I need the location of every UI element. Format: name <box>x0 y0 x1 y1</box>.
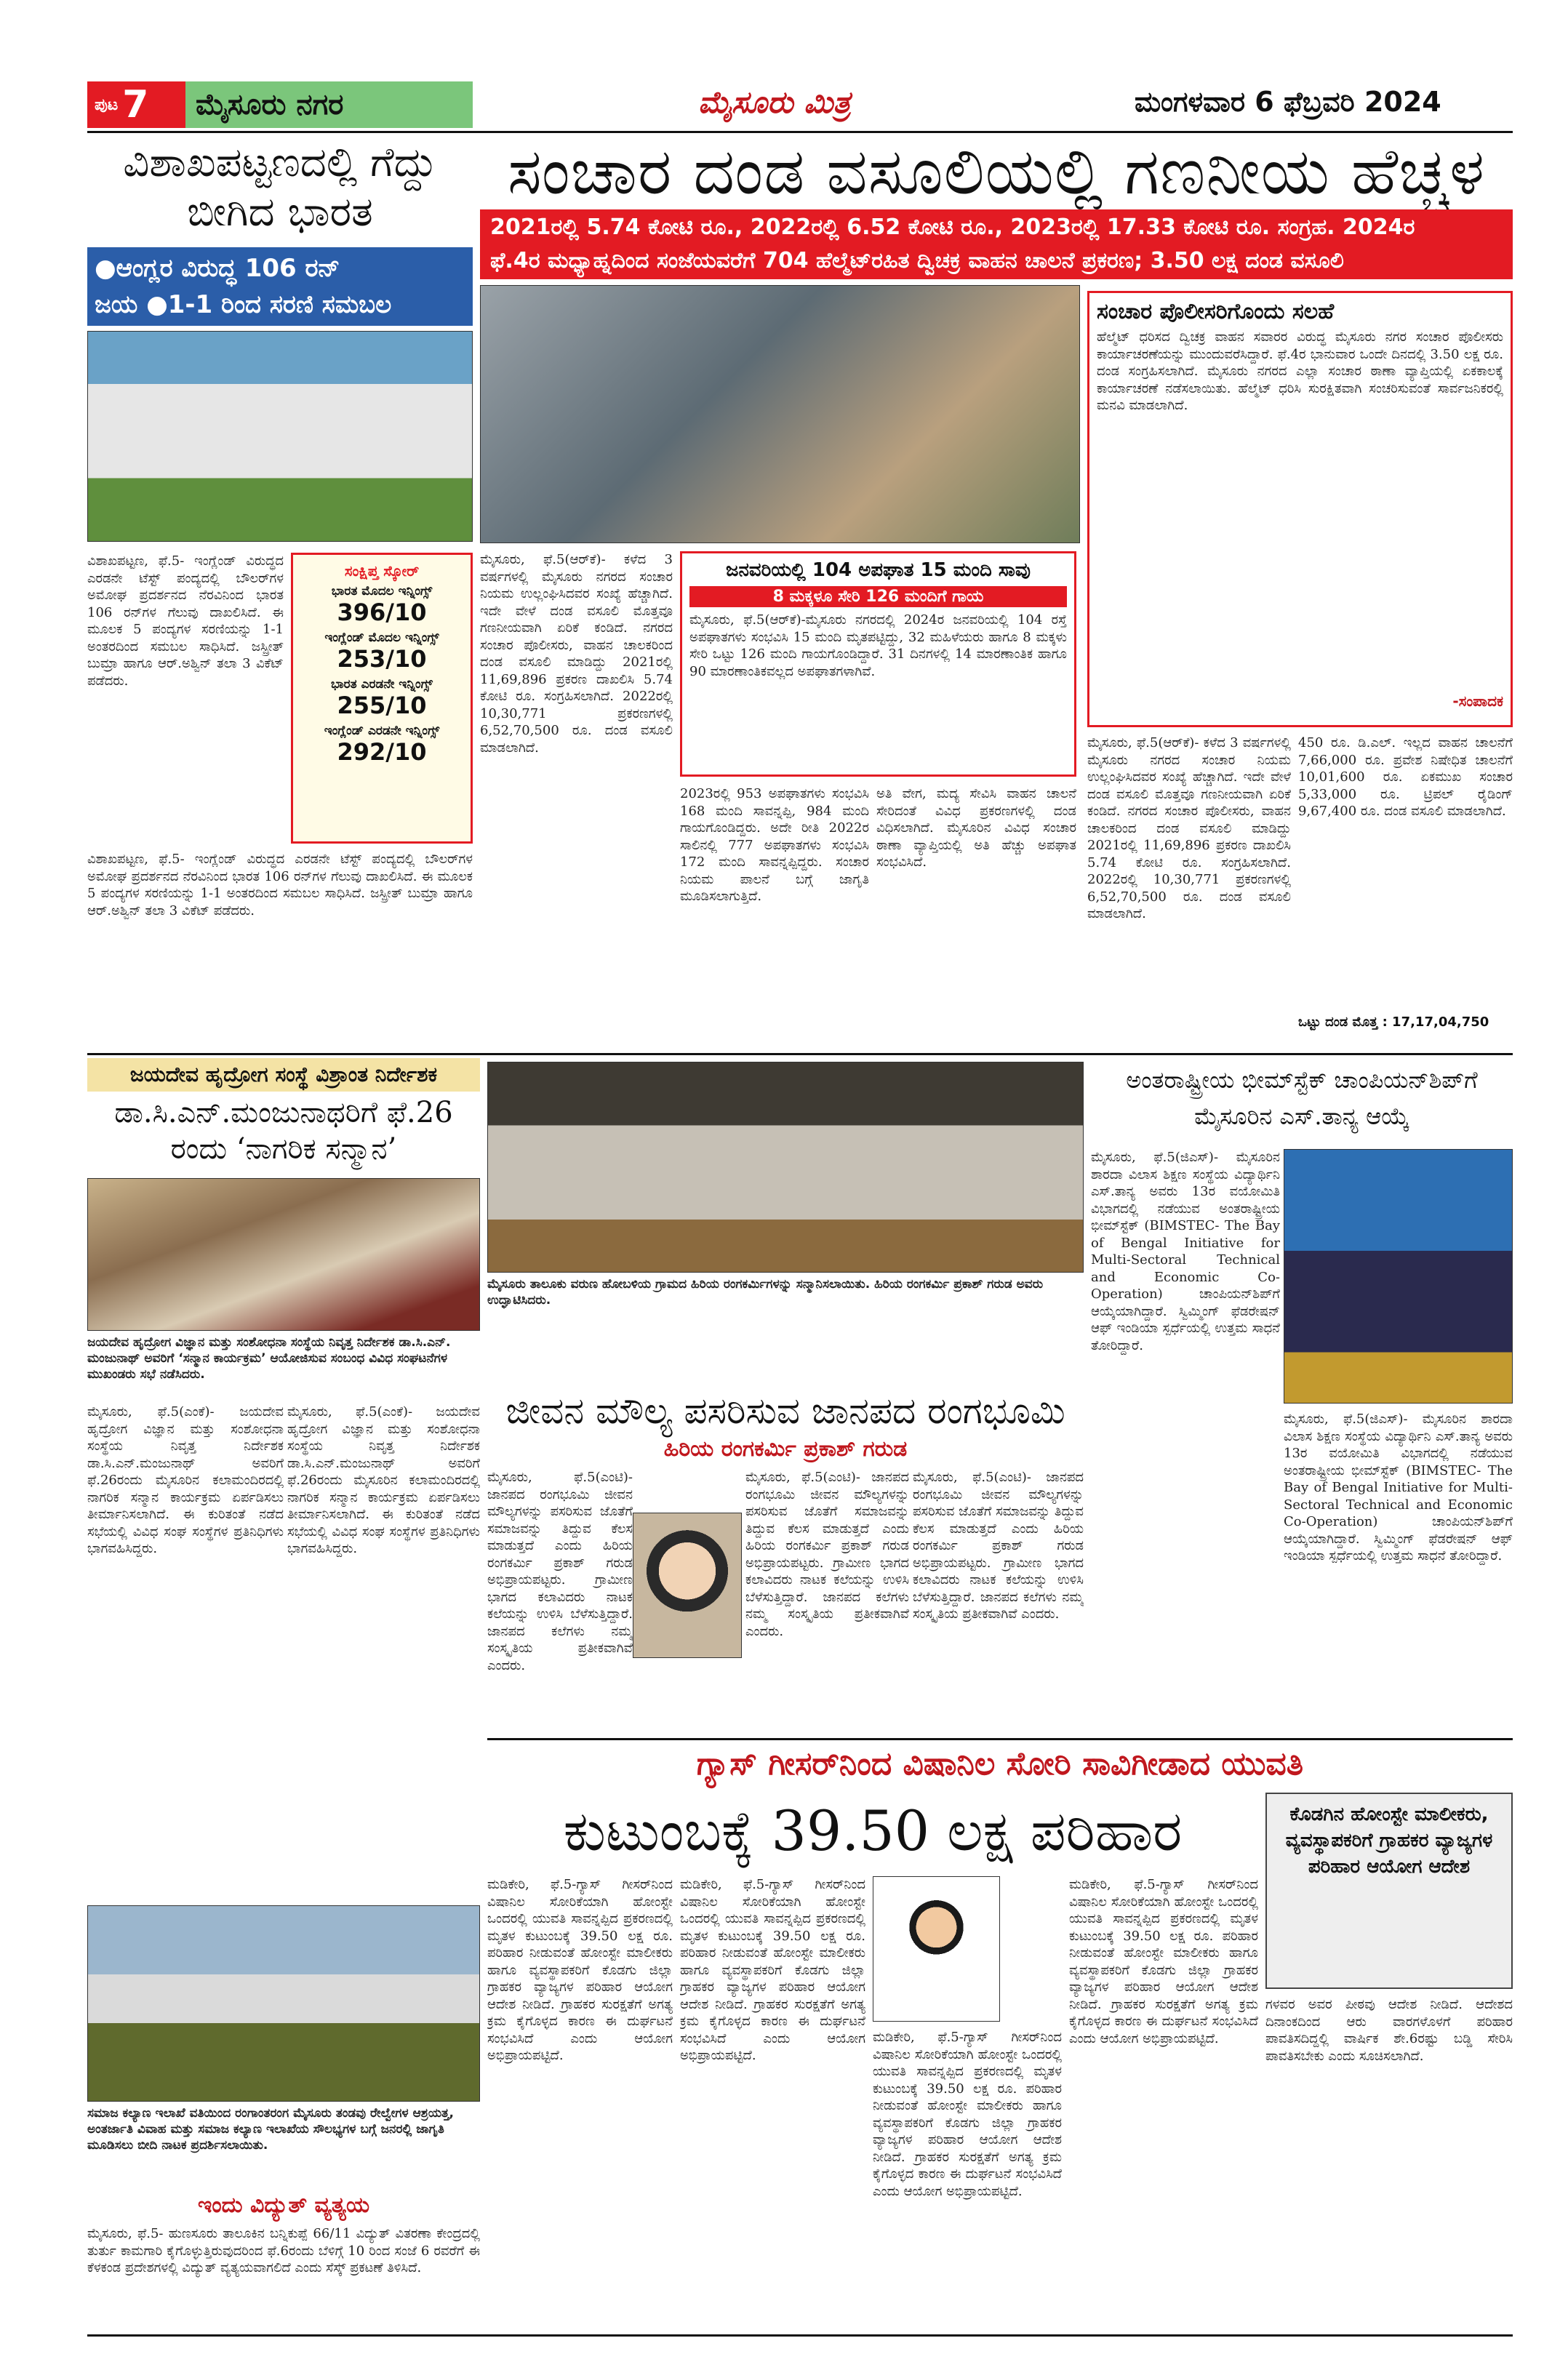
prakash-garuda-photo <box>633 1513 742 1658</box>
cricket-body-more: ವಿಶಾಖಪಟ್ಟಣ, ಫೆ.5- ಇಂಗ್ಲೆಂಡ್ ವಿರುದ್ಧದ ಎರಡನೇ ಟೆಸ್ಟ್ ಪಂದ್ಯದಲ್ಲಿ ಬೌಲರ್‌ಗಳ ಅಮೋಘ ಪ್ರದರ್ಶನದ ನೆರವಿನಿಂದ ಭಾರತ 106 ರನ್‌ಗಳ ಗೆಲುವು ದಾಖಲಿಸಿದೆ. ಈ ಮೂಲಕ 5 ಪಂದ್ಯಗಳ ಸರಣಿಯನ್ನು 1-1 ಅಂತರದಿಂದ ಸಮಬಲ ಸಾಧಿಸಿದೆ. ಜಸ್ಪ್ರೀತ್ ಬುಮ್ರಾ ಹಾಗೂ ಆರ್.ಅಶ್ವಿನ್ ತಲಾ 3 ವಿಕೆಟ್ ಪಡೆದರು. <box>87 852 473 918</box>
accidents-title: ಜನವರಿಯಲ್ಲಿ 104 ಅಪಘಾತ 15 ಮಂದಿ ಸಾವು <box>725 559 1031 581</box>
folk-theatre-caption: ಮೈಸೂರು ತಾಲೂಕು ವರುಣ ಹೋಬಳಿಯ ಗ್ರಾಮದ ಹಿರಿಯ ರಂಗಕರ್ಮಿಗಳನ್ನು ಸನ್ಮಾನಿಸಲಾಯಿತು. ಹಿರಿಯ ರಂಗಕರ್ಮಿ ಪ್ರಕಾಶ್ ಗರುಡ ಅವರು ಉದ್ಘಾಟಿಸಿದರು. <box>487 1277 1044 1308</box>
lead-body-continued: ಮೈಸೂರು, ಫೆ.5(ಆರ್‌ಕೆ)- ಕಳೆದ 3 ವರ್ಷಗಳಲ್ಲಿ ಮೈಸೂರು ನಗರದ ಸಂಚಾರ ನಿಯಮ ಉಲ್ಲಂಘಿಸಿದವರ ಸಂಖ್ಯೆ ಹೆಚ್ಚಾಗಿದೆ. ಇದೇ ವೇಳೆ ದಂಡ ವಸೂಲಿ ಮೊತ್ತವೂ ಗಣನೀಯವಾಗಿ ಏರಿಕೆ ಕಂಡಿದೆ. ನಗರದ ಸಂಚಾರ ಪೊಲೀಸರು, ವಾಹನ ಚಾಲಕರಿಂದ ದಂಡ ವಸೂಲಿ ಮಾಡಿದ್ದು 2021ರಲ್ಲಿ 11,69,896 ಪ್ರಕರಣ ದಾಖಲಿಸಿ 5.74 ಕೋಟಿ ರೂ. ಸಂಗ್ರಹಿಸಲಾಗಿದೆ. 2022ರಲ್ಲಿ 10,30,771 ಪ್ರಕರಣಗಳಲ್ಲಿ 6,52,70,500 ರೂ. ದಂಡ ವಸೂಲಿ ಮಾಡಲಾಗಿದೆ. <box>1087 735 1291 921</box>
score-value-2: 253/10 <box>337 645 427 673</box>
fines-total-label: ಒಟ್ಟು ದಂಡ ಮೊತ್ತ : <box>1298 1014 1388 1030</box>
folk-theatre-body-col-2: ಮೈಸೂರು, ಫೆ.5(ಎಂಟಿ)- ಜಾನಪದ ರಂಗಭೂಮಿ ಜೀವನ ಮೌಲ್ಯಗಳನ್ನು ಪಸರಿಸುವ ಜೊತೆಗೆ ಸಮಾಜವನ್ನು ತಿದ್ದುವ ಕೆಲಸ ಮಾಡುತ್ತದೆ ಎಂದು ಹಿರಿಯ ರಂಗಕರ್ಮಿ ಪ್ರಕಾಶ್ ಗರುಡ ಅಭಿಪ್ರಾಯಪಟ್ಟರು. ಗ್ರಾಮೀಣ ಭಾಗದ ಕಲಾವಿದರು ನಾಟಕ ಕಲೆಯನ್ನು ಉಳಿಸಿ ಬೆಳೆಸುತ್ತಿದ್ದಾರೆ. ಜಾನಪದ ಕಲೆಗಳು ನಮ್ಮ ಸಂಸ್ಕೃತಿಯ ಪ್ರತೀಕವಾಗಿವೆ ಎಂದರು. <box>745 1470 909 1639</box>
folk-theatre-body-col-1: ಮೈಸೂರು, ಫೆ.5(ಎಂಟಿ)- ಜಾನಪದ ರಂಗಭೂಮಿ ಜೀವನ ಮೌಲ್ಯಗಳನ್ನು ಪಸರಿಸುವ ಜೊತೆಗೆ ಸಮಾಜವನ್ನು ತಿದ್ದುವ ಕೆಲಸ ಮಾಡುತ್ತದೆ ಎಂದು ಹಿರಿಯ ರಂಗಕರ್ಮಿ ಪ್ರಕಾಶ್ ಗರುಡ ಅಭಿಪ್ರಾಯಪಟ್ಟರು. ಗ್ರಾಮೀಣ ಭಾಗದ ಕಲಾವಿದರು ನಾಟಕ ಕಲೆಯನ್ನು ಉಳಿಸಿ ಬೆಳೆಸುತ್ತಿದ್ದಾರೆ. ಜಾನಪದ ಕಲೆಗಳು ನಮ್ಮ ಸಂಸ್ಕೃತಿಯ ಪ್ರತೀಕವಾಗಿವೆ ಎಂದರು. <box>487 1470 633 1673</box>
page-label: ಪುಟ <box>95 95 119 114</box>
cricket-bullet-2: ಜಯ ●1-1 ರಿಂದ ಸರಣಿ ಸಮಬಲ <box>95 290 392 319</box>
accidents-body: ಮೈಸೂರು, ಫೆ.5(ಆರ್‌ಕೆ)-ಮೈಸೂರು ನಗರದಲ್ಲಿ 2024ರ ಜನವರಿಯಲ್ಲಿ 104 ರಸ್ತೆ ಅಪಘಾತಗಳು ಸಂಭವಿಸಿ 15 ಮಂದಿ ಮೃತಪಟ್ಟಿದ್ದು, 32 ಮಹಿಳೆಯರು ಹಾಗೂ 8 ಮಕ್ಕಳು ಸೇರಿ ಒಟ್ಟು 126 ಮಂದಿ ಗಾಯಗೊಂಡಿದ್ದಾರೆ. 31 ದಿನಗಳಲ್ಲಿ 14 ಮಾರಣಾಂತಿಕ ಹಾಗೂ 90 ಮಾರಣಾಂತಿಕವಲ್ಲದ ಅಪಘಾತಗಳಾಗಿವೆ. <box>689 612 1067 679</box>
geyser-body-col-5: ಗಳವರ ಅವರ ಪೀಠವು ಆದೇಶ ನೀಡಿದೆ. ಆದೇಶದ ದಿನಾಂಕದಿಂದ ಆರು ವಾರಗಳೊಳಗೆ ಪರಿಹಾರ ಪಾವತಿಸದಿದ್ದಲ್ಲಿ ವಾರ್ಷಿಕ ಶೇ.6ರಷ್ಟು ಬಡ್ಡಿ ಸೇರಿಸಿ ಪಾವತಿಸಬೇಕು ಎಂದು ಸೂಚಿಸಲಾಗಿದೆ. <box>1265 1997 1513 2064</box>
score-title: ಸಂಕ್ಷಿಪ್ತ ಸ್ಕೋರ್ <box>344 562 420 580</box>
geyser-rule <box>487 1738 1513 1740</box>
score-label-4: ಇಂಗ್ಲೆಂಡ್ ಎರಡನೇ ಇನ್ನಿಂಗ್ಸ್ <box>324 724 440 738</box>
cricket-highlights <box>87 247 473 326</box>
power-cut-title: ಇಂದು ವಿದ್ಯುತ್ ವ್ಯತ್ಯಯ <box>197 2193 370 2218</box>
score-value-4: 292/10 <box>337 738 427 766</box>
geyser-kicker: ಗ್ಯಾಸ್ ಗೀಸರ್‌ನಿಂದ ವಿಷಾನಿಲ ಸೋರಿ ಸಾವಿಗೀಡಾದ ಯುವತಿ <box>696 1745 1304 1782</box>
traffic-police-body: ಹೆಲ್ಮೆಟ್ ಧರಿಸದ ದ್ವಿಚಕ್ರ ವಾಹನ ಸವಾರರ ವಿರುದ್ಧ ಮೈಸೂರು ನಗರ ಸಂಚಾರ ಪೊಲೀಸರು ಕಾರ್ಯಾಚರಣೆಯನ್ನು ಮುಂದುವರೆಸಿದ್ದಾರೆ. ಫೆ.4ರ ಭಾನುವಾರ ಒಂದೇ ದಿನದಲ್ಲಿ 3.50 ಲಕ್ಷ ರೂ. ದಂಡ ಸಂಗ್ರಹಿಸಲಾಗಿದೆ. ಮೈಸೂರು ನಗರದ ಎಲ್ಲಾ ಸಂಚಾರ ಠಾಣಾ ವ್ಯಾಪ್ತಿಯಲ್ಲಿ ಏಕಕಾಲಕ್ಕೆ ಕಾರ್ಯಾಚರಣೆ ನಡೆಸಲಾಯಿತು. ಹೆಲ್ಮೆಟ್ ಧರಿಸಿ ಸುರಕ್ಷಿತವಾಗಿ ಸಂಚರಿಸುವಂತೆ ಸಾರ್ವಜನಿಕರಲ್ಲಿ ಮನವಿ ಮಾಡಲಾಗಿದೆ. <box>1097 329 1503 413</box>
lead-body-right: ಅತಿ ವೇಗ, ಮದ್ಯ ಸೇವಿಸಿ ವಾಹನ ಚಾಲನೆ ಸೇರಿದಂತೆ ವಿವಿಧ ಪ್ರಕರಣಗಳಲ್ಲಿ ದಂಡ ವಿಧಿಸಲಾಗಿದೆ. ಮೈಸೂರಿನ ವಿವಿಧ ಸಂಚಾರ ಠಾಣಾ ವ್ಯಾಪ್ತಿಯಲ್ಲಿ ಅತಿ ಹೆಚ್ಚು ಅಪಘಾತ ಸಂಭವಿಸಿದೆ. <box>876 786 1076 870</box>
traffic-photo <box>480 285 1080 543</box>
geyser-headline: ಕುಟುಂಬಕ್ಕೆ 39.50 ಲಕ್ಷ ಪರಿಹಾರ <box>563 1798 1183 1863</box>
cricket-headline: ವಿಶಾಖಪಟ್ಟಣದಲ್ಲಿ ಗೆದ್ದು ಬೀಗಿದ ಭಾರತ <box>123 139 437 236</box>
masthead-logo: ಮೈಸೂರು ಮಿತ್ರ <box>698 84 851 120</box>
traffic-police-title: ಸಂಚಾರ ಪೊಲೀಸರಿಗೊಂದು ಸಲಹೆ <box>1097 299 1335 324</box>
folk-theatre-headline: ಜೀವನ ಮೌಲ್ಯ ಪಸರಿಸುವ ಜಾನಪದ ರಂಗಭೂಮಿ <box>505 1390 1065 1432</box>
jayadeva-kicker: ಜಯದೇವ ಹೃದ್ರೋಗ ಸಂಸ್ಥೆ ವಿಶ್ರಾಂತ ನಿರ್ದೇಶಕ <box>87 1058 480 1092</box>
victim-photo <box>873 1876 1000 2022</box>
page-number-badge <box>87 81 185 128</box>
lead-body-left: ಮೈಸೂರು, ಫೆ.5(ಆರ್‌ಕೆ)- ಕಳೆದ 3 ವರ್ಷಗಳಲ್ಲಿ ಮೈಸೂರು ನಗರದ ಸಂಚಾರ ನಿಯಮ ಉಲ್ಲಂಘಿಸಿದವರ ಸಂಖ್ಯೆ ಹೆಚ್ಚಾಗಿದೆ. ಇದೇ ವೇಳೆ ದಂಡ ವಸೂಲಿ ಮೊತ್ತವೂ ಗಣನೀಯವಾಗಿ ಏರಿಕೆ ಕಂಡಿದೆ. ನಗರದ ಸಂಚಾರ ಪೊಲೀಸರು, ವಾಹನ ಚಾಲಕರಿಂದ ದಂಡ ವಸೂಲಿ ಮಾಡಿದ್ದು 2021ರಲ್ಲಿ 11,69,896 ಪ್ರಕರಣ ದಾಖಲಿಸಿ 5.74 ಕೋಟಿ ರೂ. ಸಂಗ್ರಹಿಸಲಾಗಿದೆ. 2022ರಲ್ಲಿ 10,30,771 ಪ್ರಕರಣಗಳಲ್ಲಿ 6,52,70,500 ರೂ. ದಂಡ ವಸೂಲಿ ಮಾಡಲಾಗಿದೆ. <box>480 552 673 756</box>
folk-theatre-body-col-3: ಮೈಸೂರು, ಫೆ.5(ಎಂಟಿ)- ಜಾನಪದ ರಂಗಭೂಮಿ ಜೀವನ ಮೌಲ್ಯಗಳನ್ನು ಪಸರಿಸುವ ಜೊತೆಗೆ ಸಮಾಜವನ್ನು ತಿದ್ದುವ ಕೆಲಸ ಮಾಡುತ್ತದೆ ಎಂದು ಹಿರಿಯ ರಂಗಕರ್ಮಿ ಪ್ರಕಾಶ್ ಗರುಡ ಅಭಿಪ್ರಾಯಪಟ್ಟರು. ಗ್ರಾಮೀಣ ಭಾಗದ ಕಲಾವಿದರು ನಾಟಕ ಕಲೆಯನ್ನು ಉಳಿಸಿ ಬೆಳೆಸುತ್ತಿದ್ದಾರೆ. ಜಾನಪದ ಕಲೆಗಳು ನಮ್ಮ ಸಂಸ್ಕೃತಿಯ ಪ್ರತೀಕವಾಗಿವೆ ಎಂದರು. <box>913 1470 1084 1622</box>
geyser-body-col-3: ಮಡಿಕೇರಿ, ಫೆ.5-ಗ್ಯಾಸ್ ಗೀಸರ್‌ನಿಂದ ವಿಷಾನಿಲ ಸೋರಿಕೆಯಾಗಿ ಹೋಂಸ್ಟೇ ಒಂದರಲ್ಲಿ ಯುವತಿ ಸಾವನ್ನಪ್ಪಿದ ಪ್ರಕರಣದಲ್ಲಿ ಮೃತಳ ಕುಟುಂಬಕ್ಕೆ 39.50 ಲಕ್ಷ ರೂ. ಪರಿಹಾರ ನೀಡುವಂತೆ ಹೋಂಸ್ಟೇ ಮಾಲೀಕರು ಹಾಗೂ ವ್ಯವಸ್ಥಾಪಕರಿಗೆ ಕೊಡಗು ಜಿಲ್ಲಾ ಗ್ರಾಹಕರ ವ್ಯಾಜ್ಯಗಳ ಪರಿಹಾರ ಆಯೋಗ ಆದೇಶ ನೀಡಿದೆ. ಗ್ರಾಹಕರ ಸುರಕ್ಷತೆಗೆ ಅಗತ್ಯ ಕ್ರಮ ಕೈಗೊಳ್ಳದ ಕಾರಣ ಈ ದುರ್ಘಟನೆ ಸಂಭವಿಸಿದೆ ಎಂದು ಆಯೋಗ ಅಭಿಪ್ರಾಯಪಟ್ಟಿದೆ. <box>873 2030 1062 2199</box>
jayadeva-caption: ಜಯದೇವ ಹೃದ್ರೋಗ ವಿಜ್ಞಾನ ಮತ್ತು ಸಂಶೋಧನಾ ಸಂಸ್ಥೆಯ ನಿವೃತ್ತ ನಿರ್ದೇಶಕ ಡಾ.ಸಿ.ಎನ್. ಮಂಜುನಾಥ್ ಅವರಿಗೆ ‘ಸನ್ಮಾನ ಕಾರ್ಯಕ್ರಮ’ ಆಯೋಜಿಸುವ ಸಂಬಂಧ ವಿವಿಧ ಸಂಘಟನೆಗಳ ಮುಖಂಡರು ಸಭೆ ನಡೆಸಿದರು. <box>87 1335 451 1382</box>
dateline: ಮಂಗಳವಾರ 6 ಫೆಬ್ರವರಿ 2024 <box>1135 86 1441 118</box>
tanya-photo <box>1284 1149 1513 1404</box>
lead-strip-line-2: ಫೆ.4ರ ಮಧ್ಯಾಹ್ನದಿಂದ ಸಂಜೆಯವರೆಗೆ 704 ಹೆಲ್ಮೆಟ್‌ರಹಿತ ದ್ವಿಚಕ್ರ ವಾಹನ ಚಾಲನೆ ಪ್ರಕರಣ; 3.50 ಲಕ್ಷ ದಂಡ ವಸೂಲಿ <box>490 248 1344 273</box>
jayadeva-body-col-2: ಮೈಸೂರು, ಫೆ.5(ಎಂಕೆ)- ಜಯದೇವ ಹೃದ್ರೋಗ ವಿಜ್ಞಾನ ಮತ್ತು ಸಂಶೋಧನಾ ಸಂಸ್ಥೆಯ ನಿವೃತ್ತ ನಿರ್ದೇಶಕ ಡಾ.ಸಿ.ಎನ್.ಮಂಜುನಾಥ್ ಅವರಿಗೆ ಫೆ.26ರಂದು ಮೈಸೂರಿನ ಕಲಾಮಂದಿರದಲ್ಲಿ ನಾಗರಿಕ ಸನ್ಮಾನ ಕಾರ್ಯಕ್ರಮ ಏರ್ಪಡಿಸಲು ತೀರ್ಮಾನಿಸಲಾಗಿದೆ. ಈ ಕುರಿತಂತೆ ನಡೆದ ಸಭೆಯಲ್ಲಿ ವಿವಿಧ ಸಂಘ ಸಂಸ್ಥೆಗಳ ಪ್ರತಿನಿಧಿಗಳು ಭಾಗವಹಿಸಿದ್ದರು. <box>287 1404 480 1556</box>
cricket-bullet-1: ●ಆಂಗ್ಲರ ವಿರುದ್ಧ 106 ರನ್ <box>95 254 340 283</box>
geyser-body-col-1: ಮಡಿಕೇರಿ, ಫೆ.5-ಗ್ಯಾಸ್ ಗೀಸರ್‌ನಿಂದ ವಿಷಾನಿಲ ಸೋರಿಕೆಯಾಗಿ ಹೋಂಸ್ಟೇ ಒಂದರಲ್ಲಿ ಯುವತಿ ಸಾವನ್ನಪ್ಪಿದ ಪ್ರಕರಣದಲ್ಲಿ ಮೃತಳ ಕುಟುಂಬಕ್ಕೆ 39.50 ಲಕ್ಷ ರೂ. ಪರಿಹಾರ ನೀಡುವಂತೆ ಹೋಂಸ್ಟೇ ಮಾಲೀಕರು ಹಾಗೂ ವ್ಯವಸ್ಥಾಪಕರಿಗೆ ಕೊಡಗು ಜಿಲ್ಲಾ ಗ್ರಾಹಕರ ವ್ಯಾಜ್ಯಗಳ ಪರಿಹಾರ ಆಯೋಗ ಆದೇಶ ನೀಡಿದೆ. ಗ್ರಾಹಕರ ಸುರಕ್ಷತೆಗೆ ಅಗತ್ಯ ಕ್ರಮ ಕೈಗೊಳ್ಳದ ಕಾರಣ ಈ ದುರ್ಘಟನೆ ಸಂಭವಿಸಿದೆ ಎಂದು ಆಯೋಗ ಅಭಿಪ್ರಾಯಪಟ್ಟಿದೆ. <box>487 1877 673 2063</box>
section-title: ಮೈಸೂರು ನಗರ <box>185 81 473 128</box>
power-cut-body: ಮೈಸೂರು, ಫೆ.5- ಹುಣಸೂರು ತಾಲೂಕಿನ ಬನ್ನಿಕುಪ್ಪೆ 66/11 ವಿದ್ಯುತ್ ವಿತರಣಾ ಕೇಂದ್ರದಲ್ಲಿ ತುರ್ತು ಕಾಮಗಾರಿ ಕೈಗೊಳ್ಳುತ್ತಿರುವುದರಿಂದ ಫೆ.6ರಂದು ಬೆಳಿಗ್ಗೆ 10 ರಿಂದ ಸಂಜೆ 6 ರವರೆಗೆ ಈ ಕೆಳಕಂಡ ಪ್ರದೇಶಗಳಲ್ಲಿ ವಿದ್ಯುತ್ ವ್ಯತ್ಯಯವಾಗಲಿದೆ ಎಂದು ಸೆಸ್ಕ್ ಪ್ರಕಟಣೆ ತಿಳಿಸಿದೆ. <box>87 2226 480 2275</box>
score-value-1: 396/10 <box>337 598 427 626</box>
cricket-body: ವಿಶಾಖಪಟ್ಟಣ, ಫೆ.5- ಇಂಗ್ಲೆಂಡ್ ವಿರುದ್ಧದ ಎರಡನೇ ಟೆಸ್ಟ್ ಪಂದ್ಯದಲ್ಲಿ ಬೌಲರ್‌ಗಳ ಅಮೋಘ ಪ್ರದರ್ಶನದ ನೆರವಿನಿಂದ ಭಾರತ 106 ರನ್‌ಗಳ ಗೆಲುವು ದಾಖಲಿಸಿದೆ. ಈ ಮೂಲಕ 5 ಪಂದ್ಯಗಳ ಸರಣಿಯನ್ನು 1-1 ಅಂತರದಿಂದ ಸಮಬಲ ಸಾಧಿಸಿದೆ. ಜಸ್ಪ್ರೀತ್ ಬುಮ್ರಾ ಹಾಗೂ ಆರ್.ಅಶ್ವಿನ್ ತಲಾ 3 ವಿಕೆಟ್ ಪಡೆದರು. <box>87 553 284 689</box>
footer-rule <box>87 2334 1513 2337</box>
traffic-police-signature: -ಸಂಪಾದಕ <box>1452 692 1503 710</box>
jayadeva-body-col-1: ಮೈಸೂರು, ಫೆ.5(ಎಂಕೆ)- ಜಯದೇವ ಹೃದ್ರೋಗ ವಿಜ್ಞಾನ ಮತ್ತು ಸಂಶೋಧನಾ ಸಂಸ್ಥೆಯ ನಿವೃತ್ತ ನಿರ್ದೇಶಕ ಡಾ.ಸಿ.ಎನ್.ಮಂಜುನಾಥ್ ಅವರಿಗೆ ಫೆ.26ರಂದು ಮೈಸೂರಿನ ಕಲಾಮಂದಿರದಲ್ಲಿ ನಾಗರಿಕ ಸನ್ಮಾನ ಕಾರ್ಯಕ್ರಮ ಏರ್ಪಡಿಸಲು ತೀರ್ಮಾನಿಸಲಾಗಿದೆ. ಈ ಕುರಿತಂತೆ ನಡೆದ ಸಭೆಯಲ್ಲಿ ವಿವಿಧ ಸಂಘ ಸಂಸ್ಥೆಗಳ ಪ್ರತಿನಿಧಿಗಳು ಭಾಗವಹಿಸಿದ್ದರು. <box>87 1404 284 1556</box>
jayadeva-headline: ಡಾ.ಸಿ.ಎನ್.ಮಂಜುನಾಥರಿಗೆ ಫೆ.26 ರಂದು ‘ನಾಗರಿಕ ಸನ್ಮಾನ’ <box>114 1096 453 1166</box>
folk-theatre-group-photo <box>487 1062 1084 1273</box>
cricket-team-photo <box>87 331 473 542</box>
tanya-headline: ಅಂತರಾಷ್ಟ್ರೀಯ ಭೀಮ್‌ಸ್ಟೆಕ್ ಚಾಂಪಿಯನ್‌ಶಿಪ್‌ಗೆ ಮೈಸೂರಿನ ಎಸ್.ತಾನ್ಯ ಆಯ್ಕೆ <box>1126 1066 1478 1130</box>
score-label-2: ಇಂಗ್ಲೆಂಡ್ ಮೊದಲ ಇನ್ನಿಂಗ್ಸ್ <box>324 630 439 645</box>
accidents-subtitle: 8 ಮಕ್ಕಳೂ ಸೇರಿ 126 ಮಂದಿಗೆ ಗಾಯ <box>689 586 1067 607</box>
fines-total-value: 17,17,04,750 <box>1392 1014 1489 1030</box>
score-label-3: ಭಾರತ ಎರಡನೇ ಇನ್ನಿಂಗ್ಸ್ <box>331 677 433 692</box>
mid-rule <box>87 1053 1513 1055</box>
street-play-caption: ಸಮಾಜ ಕಲ್ಯಾಣ ಇಲಾಖೆ ವತಿಯಿಂದ ರಂಗಾಂತರಂಗ ಮೈಸೂರು ತಂಡವು ರೇಲ್ವೇಗಳ ಆಶ್ರಯತ್ತ, ಅಂತರ್ಜಾತಿ ವಿವಾಹ ಮತ್ತು ಸಮಾಜ ಕಲ್ಯಾಣ ಇಲಾಖೆಯ ಸೌಲಭ್ಯಗಳ ಬಗ್ಗೆ ಜನರಲ್ಲಿ ಜಾಗೃತಿ ಮೂಡಿಸಲು ಬೀದಿ ನಾಟಕ ಪ್ರದರ್ಶಿಸಲಾಯಿತು. <box>87 2106 454 2153</box>
page-number: 7 <box>122 83 149 127</box>
tanya-body-col-1: ಮೈಸೂರು, ಫೆ.5(ಜಿಎಸ್)- ಮೈಸೂರಿನ ಶಾರದಾ ವಿಲಾಸ ಶಿಕ್ಷಣ ಸಂಸ್ಥೆಯ ವಿದ್ಯಾರ್ಥಿನಿ ಎಸ್.ತಾನ್ಯ ಅವರು 13ರ ವಯೋಮಿತಿ ವಿಭಾಗದಲ್ಲಿ ನಡೆಯುವ ಅಂತರಾಷ್ಟ್ರೀಯ ಭೀಮ್‌ಸ್ಟೆಕ್ (BIMSTEC- The Bay of Bengal Initiative for Multi-Sectoral Technical and Economic Co-Operation) ಚಾಂಪಿಯನ್‌ಶಿಪ್‌ಗೆ ಆಯ್ಕೆಯಾಗಿದ್ದಾರೆ. ಸ್ವಿಮ್ಮಿಂಗ್ ಫೆಡರೇಷನ್ ಆಫ್ ಇಂಡಿಯಾ ಸ್ಪರ್ಧೆಯಲ್ಲಿ ಉತ್ತಮ ಸಾಧನೆ ತೋರಿದ್ದಾರೆ. <box>1091 1150 1280 1353</box>
accidents-box <box>680 551 1076 777</box>
header-rule <box>87 131 1513 133</box>
street-play-photo <box>87 1905 480 2102</box>
score-value-3: 255/10 <box>337 692 427 719</box>
lead-highlight-strip <box>480 209 1513 279</box>
lead-headline: ಸಂಚಾರ ದಂಡ ವಸೂಲಿಯಲ್ಲಿ ಗಣನೀಯ ಹೆಚ್ಚಳ <box>507 134 1486 209</box>
fines-table: 450 ರೂ. ಡಿ.ಎಲ್. ಇಲ್ಲದ ವಾಹನ ಚಾಲನೆಗೆ 7,66,000 ರೂ. ಪ್ರವೇಶ ನಿಷೇಧಿತ ಚಾಲನೆಗೆ 10,01,600 ರೂ. ಏಕಮುಖ ಸಂಚಾರ 5,33,000 ರೂ. ಟ್ರಿಪಲ್ ರೈಡಿಂಗ್ 9,67,400 ರೂ. ದಂಡ ವಸೂಲಿ ಮಾಡಲಾಗಿದೆ. <box>1298 735 1513 819</box>
tanya-body-col-2: ಮೈಸೂರು, ಫೆ.5(ಜಿಎಸ್)- ಮೈಸೂರಿನ ಶಾರದಾ ವಿಲಾಸ ಶಿಕ್ಷಣ ಸಂಸ್ಥೆಯ ವಿದ್ಯಾರ್ಥಿನಿ ಎಸ್.ತಾನ್ಯ ಅವರು 13ರ ವಯೋಮಿತಿ ವಿಭಾಗದಲ್ಲಿ ನಡೆಯುವ ಅಂತರಾಷ್ಟ್ರೀಯ ಭೀಮ್‌ಸ್ಟೆಕ್ (BIMSTEC- The Bay of Bengal Initiative for Multi-Sectoral Technical and Economic Co-Operation) ಚಾಂಪಿಯನ್‌ಶಿಪ್‌ಗೆ ಆಯ್ಕೆಯಾಗಿದ್ದಾರೆ. ಸ್ವಿಮ್ಮಿಂಗ್ ಫೆಡರೇಷನ್ ಆಫ್ ಇಂಡಿಯಾ ಸ್ಪರ್ಧೆಯಲ್ಲಿ ಉತ್ತಮ ಸಾಧನೆ ತೋರಿದ್ದಾರೆ. <box>1284 1412 1513 1564</box>
lead-strip-line-1: 2021ರಲ್ಲಿ 5.74 ಕೋಟಿ ರೂ., 2022ರಲ್ಲಿ 6.52 ಕೋಟಿ ರೂ., 2023ರಲ್ಲಿ 17.33 ಕೋಟಿ ರೂ. ಸಂಗ್ರಹ. 2024ರ <box>490 215 1415 240</box>
score-label-1: ಭಾರತ ಮೊದಲ ಇನ್ನಿಂಗ್ಸ್ <box>331 584 433 598</box>
fines-total <box>1298 1014 1513 1030</box>
folk-theatre-subhead: ಹಿರಿಯ ರಂಗಕರ್ಮಿ ಪ್ರಕಾಶ್ ಗರುಡ <box>663 1436 908 1462</box>
score-box <box>291 553 473 844</box>
geyser-body-col-4: ಮಡಿಕೇರಿ, ಫೆ.5-ಗ್ಯಾಸ್ ಗೀಸರ್‌ನಿಂದ ವಿಷಾನಿಲ ಸೋರಿಕೆಯಾಗಿ ಹೋಂಸ್ಟೇ ಒಂದರಲ್ಲಿ ಯುವತಿ ಸಾವನ್ನಪ್ಪಿದ ಪ್ರಕರಣದಲ್ಲಿ ಮೃತಳ ಕುಟುಂಬಕ್ಕೆ 39.50 ಲಕ್ಷ ರೂ. ಪರಿಹಾರ ನೀಡುವಂತೆ ಹೋಂಸ್ಟೇ ಮಾಲೀಕರು ಹಾಗೂ ವ್ಯವಸ್ಥಾಪಕರಿಗೆ ಕೊಡಗು ಜಿಲ್ಲಾ ಗ್ರಾಹಕರ ವ್ಯಾಜ್ಯಗಳ ಪರಿಹಾರ ಆಯೋಗ ಆದೇಶ ನೀಡಿದೆ. ಗ್ರಾಹಕರ ಸುರಕ್ಷತೆಗೆ ಅಗತ್ಯ ಕ್ರಮ ಕೈಗೊಳ್ಳದ ಕಾರಣ ಈ ದುರ್ಘಟನೆ ಸಂಭವಿಸಿದೆ ಎಂದು ಆಯೋಗ ಅಭಿಪ್ರಾಯಪಟ್ಟಿದೆ. <box>1069 1877 1258 2046</box>
geyser-body-col-2: ಮಡಿಕೇರಿ, ಫೆ.5-ಗ್ಯಾಸ್ ಗೀಸರ್‌ನಿಂದ ವಿಷಾನಿಲ ಸೋರಿಕೆಯಾಗಿ ಹೋಂಸ್ಟೇ ಒಂದರಲ್ಲಿ ಯುವತಿ ಸಾವನ್ನಪ್ಪಿದ ಪ್ರಕರಣದಲ್ಲಿ ಮೃತಳ ಕುಟುಂಬಕ್ಕೆ 39.50 ಲಕ್ಷ ರೂ. ಪರಿಹಾರ ನೀಡುವಂತೆ ಹೋಂಸ್ಟೇ ಮಾಲೀಕರು ಹಾಗೂ ವ್ಯವಸ್ಥಾಪಕರಿಗೆ ಕೊಡಗು ಜಿಲ್ಲಾ ಗ್ರಾಹಕರ ವ್ಯಾಜ್ಯಗಳ ಪರಿಹಾರ ಆಯೋಗ ಆದೇಶ ನೀಡಿದೆ. ಗ್ರಾಹಕರ ಸುರಕ್ಷತೆಗೆ ಅಗತ್ಯ ಕ್ರಮ ಕೈಗೊಳ್ಳದ ಕಾರಣ ಈ ದುರ್ಘಟನೆ ಸಂಭವಿಸಿದೆ ಎಂದು ಆಯೋಗ ಅಭಿಪ್ರಾಯಪಟ್ಟಿದೆ. <box>680 1877 865 2063</box>
lead-body-mid: 2023ರಲ್ಲಿ 953 ಅಪಘಾತಗಳು ಸಂಭವಿಸಿ 168 ಮಂದಿ ಸಾವನ್ನಪ್ಪಿ, 984 ಮಂದಿ ಗಾಯಗೊಂಡಿದ್ದರು. ಅದೇ ರೀತಿ 2022ರ ಸಾಲಿನಲ್ಲಿ 777 ಅಪಘಾತಗಳು ಸಂಭವಿಸಿ 172 ಮಂದಿ ಸಾವನ್ನಪ್ಪಿದ್ದರು. ಸಂಚಾರ ನಿಯಮ ಪಾಲನೆ ಬಗ್ಗೆ ಜಾಗೃತಿ ಮೂಡಿಸಲಾಗುತ್ತಿದೆ. <box>680 786 869 904</box>
jayadeva-meeting-photo <box>87 1178 480 1331</box>
traffic-police-box <box>1087 291 1513 727</box>
geyser-side-box: ಕೊಡಗಿನ ಹೋಂಸ್ಟೇ ಮಾಲೀಕರು, ವ್ಯವಸ್ಥಾಪಕರಿಗೆ ಗ್ರಾಹಕರ ವ್ಯಾಜ್ಯಗಳ ಪರಿಹಾರ ಆಯೋಗ ಆದೇಶ <box>1265 1793 1513 1989</box>
